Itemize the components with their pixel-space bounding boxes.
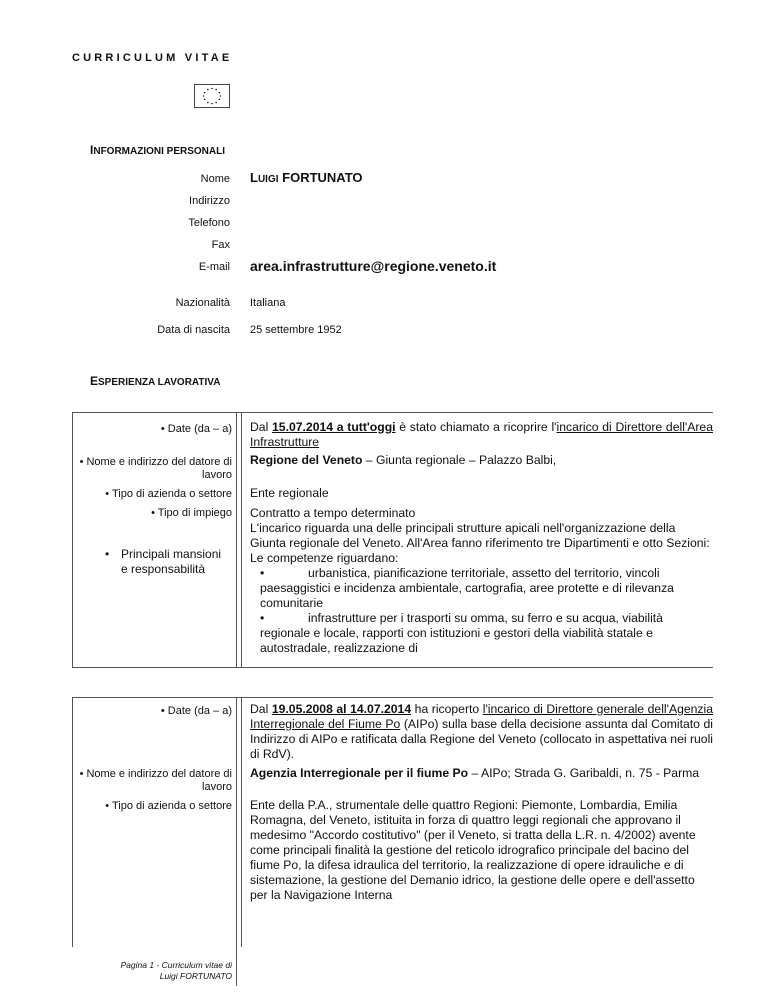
label-date-1: • Date (da – a) bbox=[160, 423, 232, 435]
section-title-personal: INFORMAZIONI PERSONALI bbox=[90, 143, 226, 157]
experience-entry-2-divider bbox=[236, 697, 243, 947]
label-date-2: • Date (da – a) bbox=[160, 705, 232, 717]
row-line bbox=[242, 697, 713, 698]
entry-1-duties bbox=[250, 521, 713, 656]
eu-flag-logo bbox=[194, 84, 230, 108]
entry-2-date: Dal 19.05.2008 al 14.07.2014 ha ricoperto l'incarico di Direttore generale dell'Agenzia Interregionale del Fiume Po (AIPo) sulla base della decisione assunta dal Comitato di Indirizzo di AIPo e ratificata dalla Regione del Veneto (collocato in aspettativa nei ruoli di RdV). bbox=[250, 702, 713, 761]
entry-2-employer: Agenzia Interregionale per il fiume Po – AIPo; Strada G. Garibaldi, n. 75 - Parma bbox=[250, 766, 700, 780]
entry-1-duty-1: • urbanistica, pianificazione territoriale, assetto del territorio, vincoli paesaggistici e incidenza ambientale, cartografia, aree protette e di rilevanza comunitarie bbox=[260, 566, 674, 610]
label-nome: Nome bbox=[200, 173, 230, 185]
label-indirizzo: Indirizzo bbox=[189, 195, 230, 207]
entry-1-date: Dal 15.07.2014 a tutt'oggi è stato chiamato a ricoprire l'incarico di Direttore dell'Area Infrastrutture bbox=[250, 420, 713, 449]
label-email: E-mail bbox=[198, 261, 230, 273]
entry-1-job-type: Contratto a tempo determinato bbox=[250, 506, 416, 520]
entry-1-duties-intro: L'incarico riguarda una delle principali strutture apicali nell'organizzazione della Giunta regionale del Veneto. All'Area fanno riferimento tre Dipartimenti e otto Sezioni: Le competenze riguardano: bbox=[250, 521, 710, 565]
label-datore-1: • Nome e indirizzo del datore di lavoro bbox=[79, 456, 232, 481]
entry-1-employer: Regione del Veneto – Giunta regionale – Palazzo Balbi, bbox=[250, 453, 557, 467]
cv-title: CURRICULUM VITAE bbox=[72, 52, 233, 64]
entry-1-sector: Ente regionale bbox=[250, 486, 329, 500]
footer-divider bbox=[236, 944, 237, 986]
label-tipo-impiego-1: • Tipo di impiego bbox=[151, 507, 232, 519]
entry-2-sector: Ente della P.A., strumentale delle quattro Regioni: Piemonte, Lombardia, Emilia Romagna, del Veneto, istituita in forza di quattro leggi regionali che approvano il medesimo "Accordo costitutivo" (per il Veneto, si tratta della L.R. n. 4/2002) avente come principali finalità la gestione del reticolo idrografico principale del bacino del fiume Po, la difesa idraulica del territorio, la realizzazione di opere idrauliche e di sistemazione, la gestione del Demanio idrico, la gestione delle opere e dell'assetto per la Navigazione Interna bbox=[250, 798, 696, 902]
label-datore-2: • Nome e indirizzo del datore di lavoro bbox=[79, 768, 232, 793]
label-tipo-azienda-1: • Tipo di azienda o settore bbox=[105, 488, 232, 500]
label-mansioni-1: • Principali mansioni e responsabilità bbox=[105, 547, 222, 576]
value-email[interactable]: area.infrastrutture@regione.veneto.it bbox=[250, 258, 497, 274]
label-nazionalita: Nazionalità bbox=[175, 297, 230, 309]
page-footer: Pagina 1 - Curriculum vitae di Luigi FORTUNATO bbox=[120, 960, 232, 981]
row-line bbox=[242, 667, 713, 668]
label-tipo-azienda-2: • Tipo di azienda o settore bbox=[105, 800, 232, 812]
value-data-nascita: 25 settembre 1952 bbox=[250, 324, 342, 336]
entry-1-duty-2: • infrastrutture per i trasporti su omma, su ferro e su acqua, viabilità regionale e locale, rapporti con istituzioni e gestori della viabilità statale e autostradale, realizzazione di bbox=[260, 611, 663, 655]
experience-entry-1-label-box bbox=[72, 412, 242, 668]
experience-entry-1-divider bbox=[236, 412, 243, 668]
value-nazionalita: Italiana bbox=[250, 297, 286, 309]
row-line bbox=[242, 412, 713, 413]
experience-entry-2-label-box bbox=[72, 697, 242, 947]
label-fax: Fax bbox=[211, 239, 230, 251]
label-data-nascita: Data di nascita bbox=[157, 324, 230, 336]
section-title-experience: ESPERIENZA LAVORATIVA bbox=[90, 374, 221, 388]
label-telefono: Telefono bbox=[188, 217, 230, 229]
value-nome: LUIGI FORTUNATO bbox=[250, 170, 363, 185]
